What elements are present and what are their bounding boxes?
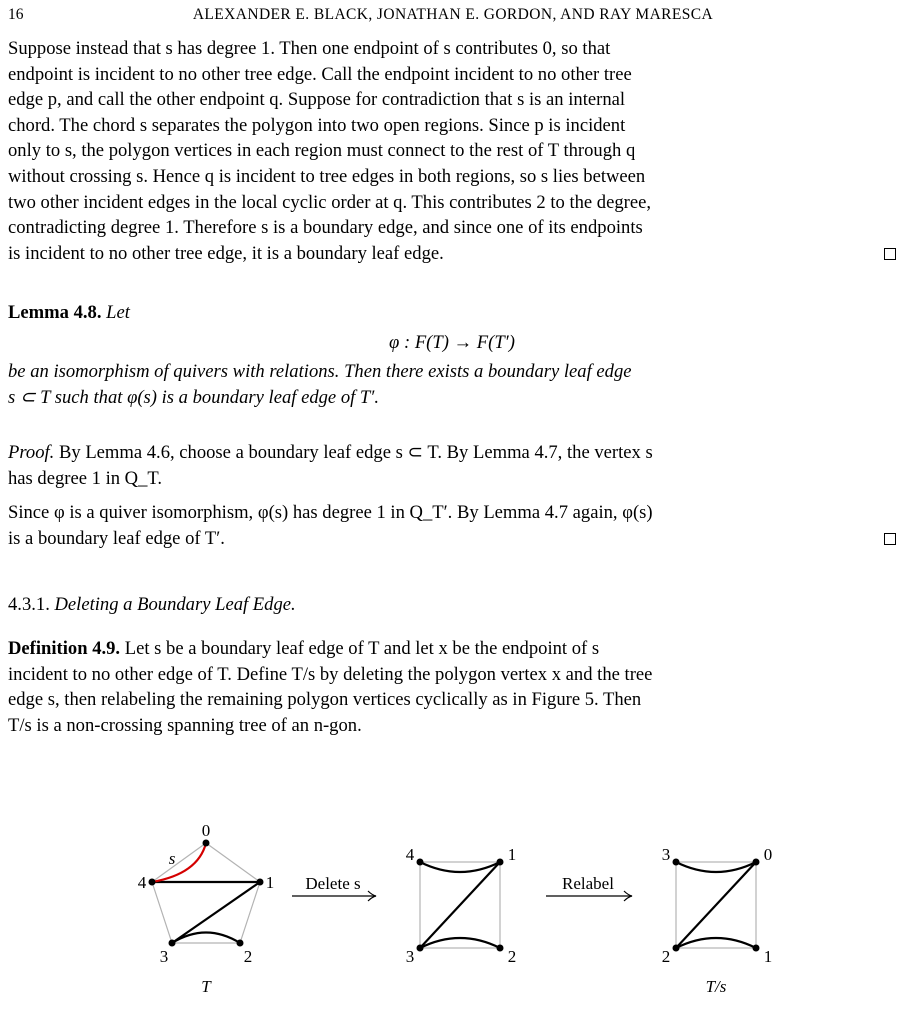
definition-text: Let s be a boundary leaf edge of T and let x be the endpoint of s bbox=[124, 638, 600, 659]
proof-label: Proof. bbox=[8, 442, 55, 463]
vertex-label: 0 bbox=[763, 845, 773, 864]
vertex bbox=[203, 840, 210, 847]
definition-4-9 bbox=[8, 636, 896, 738]
vertex-label: 4 bbox=[137, 873, 147, 892]
text-line: Suppose instead that s has degree 1. Then one endpoint of s contributes 0, so that bbox=[8, 38, 611, 59]
page-number: 16 bbox=[8, 6, 24, 23]
proof-line bbox=[8, 440, 896, 466]
arrow-relabel bbox=[546, 874, 632, 901]
figure-deletion bbox=[0, 810, 906, 1036]
text-line-end: is a boundary leaf edge of T′. bbox=[8, 527, 225, 549]
qed-symbol bbox=[884, 241, 896, 267]
vertex-label: 3 bbox=[159, 947, 169, 966]
text-line: Since φ is a quiver isomorphism, φ(s) has degree 1 in Q_T′. By Lemma 4.7 again, φ(s) bbox=[8, 502, 653, 523]
tree-edge bbox=[172, 933, 240, 944]
vertex bbox=[673, 859, 680, 866]
subsection-heading bbox=[8, 592, 896, 618]
caption-T-over-s: T/s bbox=[705, 977, 727, 996]
vertex bbox=[417, 859, 424, 866]
definition-heading-line bbox=[8, 636, 896, 662]
vertex-label: 1 bbox=[763, 947, 773, 966]
text-line: chord. The chord s separates the polygon into two open regions. Since p is incident bbox=[8, 114, 626, 136]
vertex-label: 1 bbox=[265, 873, 275, 892]
proof-text: By Lemma 4.6, choose a boundary leaf edge s ⊂ T. By Lemma 4.7, the vertex s bbox=[58, 442, 653, 463]
vertex bbox=[417, 945, 424, 952]
vertex-label: 3 bbox=[405, 947, 415, 966]
tree-edge bbox=[420, 862, 500, 872]
text-line: edge p, and call the other endpoint q. Suppose for contradiction that s is an internal bbox=[8, 89, 626, 111]
tree-edge bbox=[676, 862, 756, 948]
vertex bbox=[149, 879, 156, 886]
vertex bbox=[497, 945, 504, 952]
subsection-title: Deleting a Boundary Leaf Edge. bbox=[54, 594, 296, 615]
arrow-label: Relabel bbox=[562, 874, 614, 893]
proof-block-2 bbox=[8, 500, 896, 551]
vertex bbox=[169, 940, 176, 947]
text-line: without crossing s. Hence q is incident to tree edges in both regions, so s lies between bbox=[8, 165, 646, 187]
vertex-label: 2 bbox=[243, 947, 253, 966]
caption-T: T bbox=[201, 977, 211, 996]
definition-label: Definition 4.9. bbox=[8, 638, 121, 659]
tree-edge bbox=[676, 862, 756, 872]
text-line-end: is incident to no other tree edge, it is a boundary leaf edge. bbox=[8, 242, 444, 264]
lemma-display-equation: φ : F(T) → F(T′) bbox=[389, 331, 515, 353]
text-line bbox=[8, 526, 896, 552]
text-line: only to s, the polygon vertices in each region must connect to the rest of T through q bbox=[8, 140, 636, 162]
text-line: endpoint is incident to no other tree edge. Call the endpoint incident to no other tree bbox=[8, 63, 632, 85]
page-header bbox=[8, 6, 898, 28]
vertex-label: 3 bbox=[661, 845, 671, 864]
text-line: edge s, then relabeling the remaining polygon vertices cyclically as in Figure 5. Then bbox=[8, 689, 642, 711]
lemma-4-8 bbox=[8, 300, 896, 410]
tree-edge bbox=[420, 938, 500, 948]
arrow-label: Delete s bbox=[305, 874, 361, 893]
pentagon-tree bbox=[138, 821, 275, 996]
square-middle bbox=[406, 845, 517, 966]
vertex bbox=[257, 879, 264, 886]
paragraph-degree-one bbox=[8, 36, 896, 266]
vertex bbox=[753, 859, 760, 866]
vertex bbox=[497, 859, 504, 866]
vertex bbox=[673, 945, 680, 952]
vertex-label: 0 bbox=[201, 821, 211, 840]
lemma-label: Lemma 4.8. bbox=[8, 302, 102, 323]
tree-edge bbox=[676, 938, 756, 948]
vertex bbox=[753, 945, 760, 952]
lemma-heading-line bbox=[8, 300, 896, 326]
subsection-number: 4.3.1. bbox=[8, 594, 50, 615]
tree-edge bbox=[420, 862, 500, 948]
text-line: incident to no other edge of T. Define T/s by deleting the polygon vertex x and the tree bbox=[8, 663, 653, 685]
text-line: T/s is a non-crossing spanning tree of an n-gon. bbox=[8, 714, 362, 736]
text-line: has degree 1 in Q_T. bbox=[8, 467, 163, 489]
lemma-intro: Let bbox=[106, 302, 130, 323]
square-right bbox=[662, 845, 773, 996]
edge-label-s: s bbox=[168, 849, 176, 868]
text-line: s ⊂ T such that φ(s) is a boundary leaf edge of T′. bbox=[8, 386, 379, 408]
qed-symbol bbox=[884, 526, 896, 552]
proof-block bbox=[8, 440, 896, 491]
vertex-label: 4 bbox=[405, 845, 415, 864]
text-line: two other incident edges in the local cyclic order at q. This contributes 2 to the degree, bbox=[8, 191, 652, 213]
vertex-label: 2 bbox=[507, 947, 517, 966]
vertex bbox=[237, 940, 244, 947]
text-line: contradicting degree 1. Therefore s is a boundary edge, and since one of its endpoints bbox=[8, 217, 643, 239]
arrow-delete bbox=[292, 874, 376, 901]
vertex-label: 2 bbox=[661, 947, 671, 966]
text-line bbox=[8, 241, 896, 267]
text-line: be an isomorphism of quivers with relations. Then there exists a boundary leaf edge bbox=[8, 361, 632, 383]
vertex-label: 1 bbox=[507, 845, 517, 864]
running-title: ALEXANDER E. BLACK, JONATHAN E. GORDON, AND RAY MARESCA bbox=[192, 6, 714, 23]
